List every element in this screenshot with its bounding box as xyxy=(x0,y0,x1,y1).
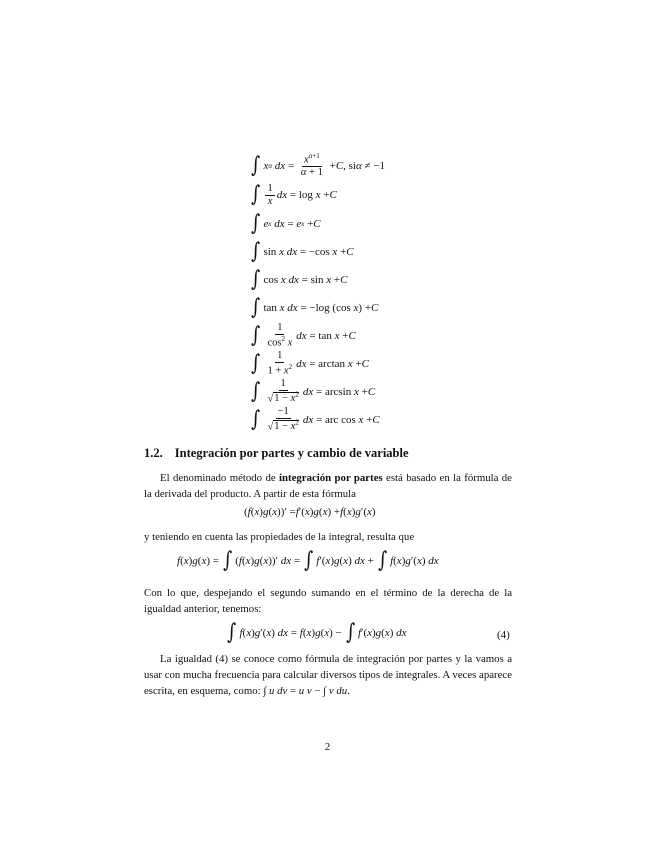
fn-arctan: arctan xyxy=(318,357,346,370)
integral-sign: ∫ xyxy=(345,620,355,645)
integral-sign: ∫ xyxy=(251,322,261,348)
integral-sign: ∫ xyxy=(251,239,261,264)
formula-reciprocal: ∫ $\frac{1}{x}$ dx = log x + C xyxy=(251,182,337,208)
integral-sign: ∫ xyxy=(251,182,261,208)
formula-arctan: ∫ $\frac{1}{1 + x^2}$ dx = arctan x + C xyxy=(251,350,369,377)
paragraph-text: El denominado método de xyxy=(160,472,279,484)
fn-log: log xyxy=(298,189,313,202)
fn-sin: sin xyxy=(263,246,277,258)
product-rule-equation: ( f ( x ) g ( x ))′ = f ′( x ) g ( x ) + f ( x ) g ′( x ) xyxy=(244,506,376,518)
section-heading xyxy=(144,446,409,461)
paragraph-text: . xyxy=(347,685,350,697)
integral-sign: ∫ xyxy=(377,548,387,573)
integral-sign: ∫ xyxy=(251,378,261,404)
integral-sign: ∫ xyxy=(303,548,314,573)
section-number: 1.2. xyxy=(144,446,163,460)
integral-sign: ∫ xyxy=(251,267,261,292)
paragraph-properties: y teniendo en cuenta las propiedades de la integral, resulta que xyxy=(144,531,415,543)
integral-sign: ∫ xyxy=(251,211,261,236)
fn-cos: cos xyxy=(315,246,330,258)
bold-term: integración por partes xyxy=(279,472,383,484)
section-title: Integración por partes y cambio de variable xyxy=(174,446,409,460)
inline-formula: ∫ u dv = u v − ∫ v du xyxy=(263,685,348,697)
fn-tan: tan xyxy=(318,329,332,342)
integral-sign: ∫ xyxy=(251,295,261,320)
formula-power: ∫ x α dx = $\frac{x^{\alpha+1}}{\alpha + 1}$ + C , si α ≠ −1 xyxy=(251,152,386,179)
fn-tan: tan xyxy=(263,302,277,314)
paragraph-conclusion xyxy=(144,651,512,699)
integral-sign: ∫ xyxy=(251,406,261,432)
paragraph-intro xyxy=(144,470,512,502)
fn-sin: sin xyxy=(310,274,324,286)
formula-arccos: ∫ $\frac{-1}{√1 - x^2}$ dx = arc cos x + C xyxy=(251,406,380,433)
formula-cos: ∫ cos x dx = sin x + C xyxy=(251,267,348,292)
integral-sign: ∫ xyxy=(222,548,233,573)
formula-arcsin: ∫ $\frac{1}{√1 - x^2}$ dx = arcsin x + C xyxy=(251,378,376,405)
fn-log: log xyxy=(315,302,330,314)
paragraph-text: La igualdad (4) se conoce como fórmula de integración por partes y la vamos a usar con mucha frecuencia para calcular diversos tipos de integrales. A veces aparece escrita, en esquema, como: xyxy=(144,653,512,697)
integration-by-parts-formula: ∫ f ( x ) g ′( x ) dx = f ( x ) g ( x ) − ∫ f ′( x ) g ( x ) dx xyxy=(227,620,407,645)
formula-exp: ∫ e x dx = e x + C xyxy=(251,211,321,236)
integral-sign: ∫ xyxy=(251,153,261,179)
fn-arccos: arc cos xyxy=(324,413,356,426)
formula-sec2: ∫ $\frac{1}{\cos^2 x}$ dx = tan x + C xyxy=(251,322,356,349)
fn-cos: cos xyxy=(336,302,351,314)
formula-sin: ∫ sin x dx = − cos x + C xyxy=(251,239,354,264)
fn-arcsin: arcsin xyxy=(324,385,352,398)
formula-tan: ∫ tan x dx = − log ( cos x ) + C xyxy=(251,295,379,320)
equation-number: (4) xyxy=(497,629,510,641)
paragraph-text: está basado en la fórmula de la derivada del producto. A partir de esta fórmula xyxy=(144,472,512,500)
integrated-product-equation: f ( x ) g ( x ) = ∫ ( f ( x ) g ( x ))′ dx = ∫ f ′( x ) g ( x ) dx + ∫ f ( x ) g ′( x ) dx xyxy=(177,548,439,573)
integral-sign: ∫ xyxy=(227,620,237,645)
condition-text: , si xyxy=(343,160,356,173)
fn-cos: cos xyxy=(263,274,279,286)
integral-sign: ∫ xyxy=(251,350,261,376)
page-number: 2 xyxy=(324,741,331,753)
paragraph-solving: Con lo que, despejando el segundo sumando en el término de la derecha de la igualdad anterior, tenemos: xyxy=(144,587,512,615)
